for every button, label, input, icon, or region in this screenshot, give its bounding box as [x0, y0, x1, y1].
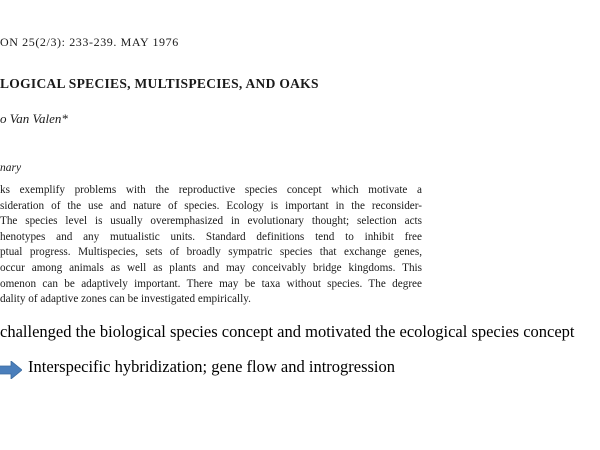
right-arrow-icon — [0, 361, 22, 379]
summary-heading: nary — [0, 162, 22, 174]
abstract-line: sideration of the use and nature of species. Ecology is important in the reconsider- — [0, 199, 422, 212]
abstract-line: occur among animals as well as plants and may conceivably bridge kingdoms. This — [0, 261, 422, 274]
abstract-line: The species level is usually overemphasized in evolutionary thought; selection acts — [0, 215, 422, 228]
abstract-line: ptual progress. Multispecies, sets of broadly sympatric species that exchange genes, — [0, 246, 422, 259]
arrow-annotation: Interspecific hybridization; gene flow and introgression — [28, 357, 396, 376]
journal-citation: ON 25(2/3): 233-239. MAY 1976 — [0, 35, 179, 49]
slide-caption: challenged the biological species concept and motivated the ecological species concept — [0, 322, 575, 341]
paper-author: o Van Valen* — [0, 111, 68, 126]
abstract — [0, 183, 430, 308]
abstract-line: dality of adaptive zones can be investigated empirically. — [0, 293, 251, 306]
abstract-line: ks exemplify problems with the reproductive species concept which motivate a — [0, 184, 422, 196]
abstract-line: henotypes and any mutualistic units. Standard definitions tend to inhibit free — [0, 230, 422, 243]
abstract-line: omenon can be adaptively important. There may be taxa without species. The degree — [0, 277, 422, 290]
paper-title: LOGICAL SPECIES, MULTISPECIES, AND OAKS — [0, 76, 319, 91]
